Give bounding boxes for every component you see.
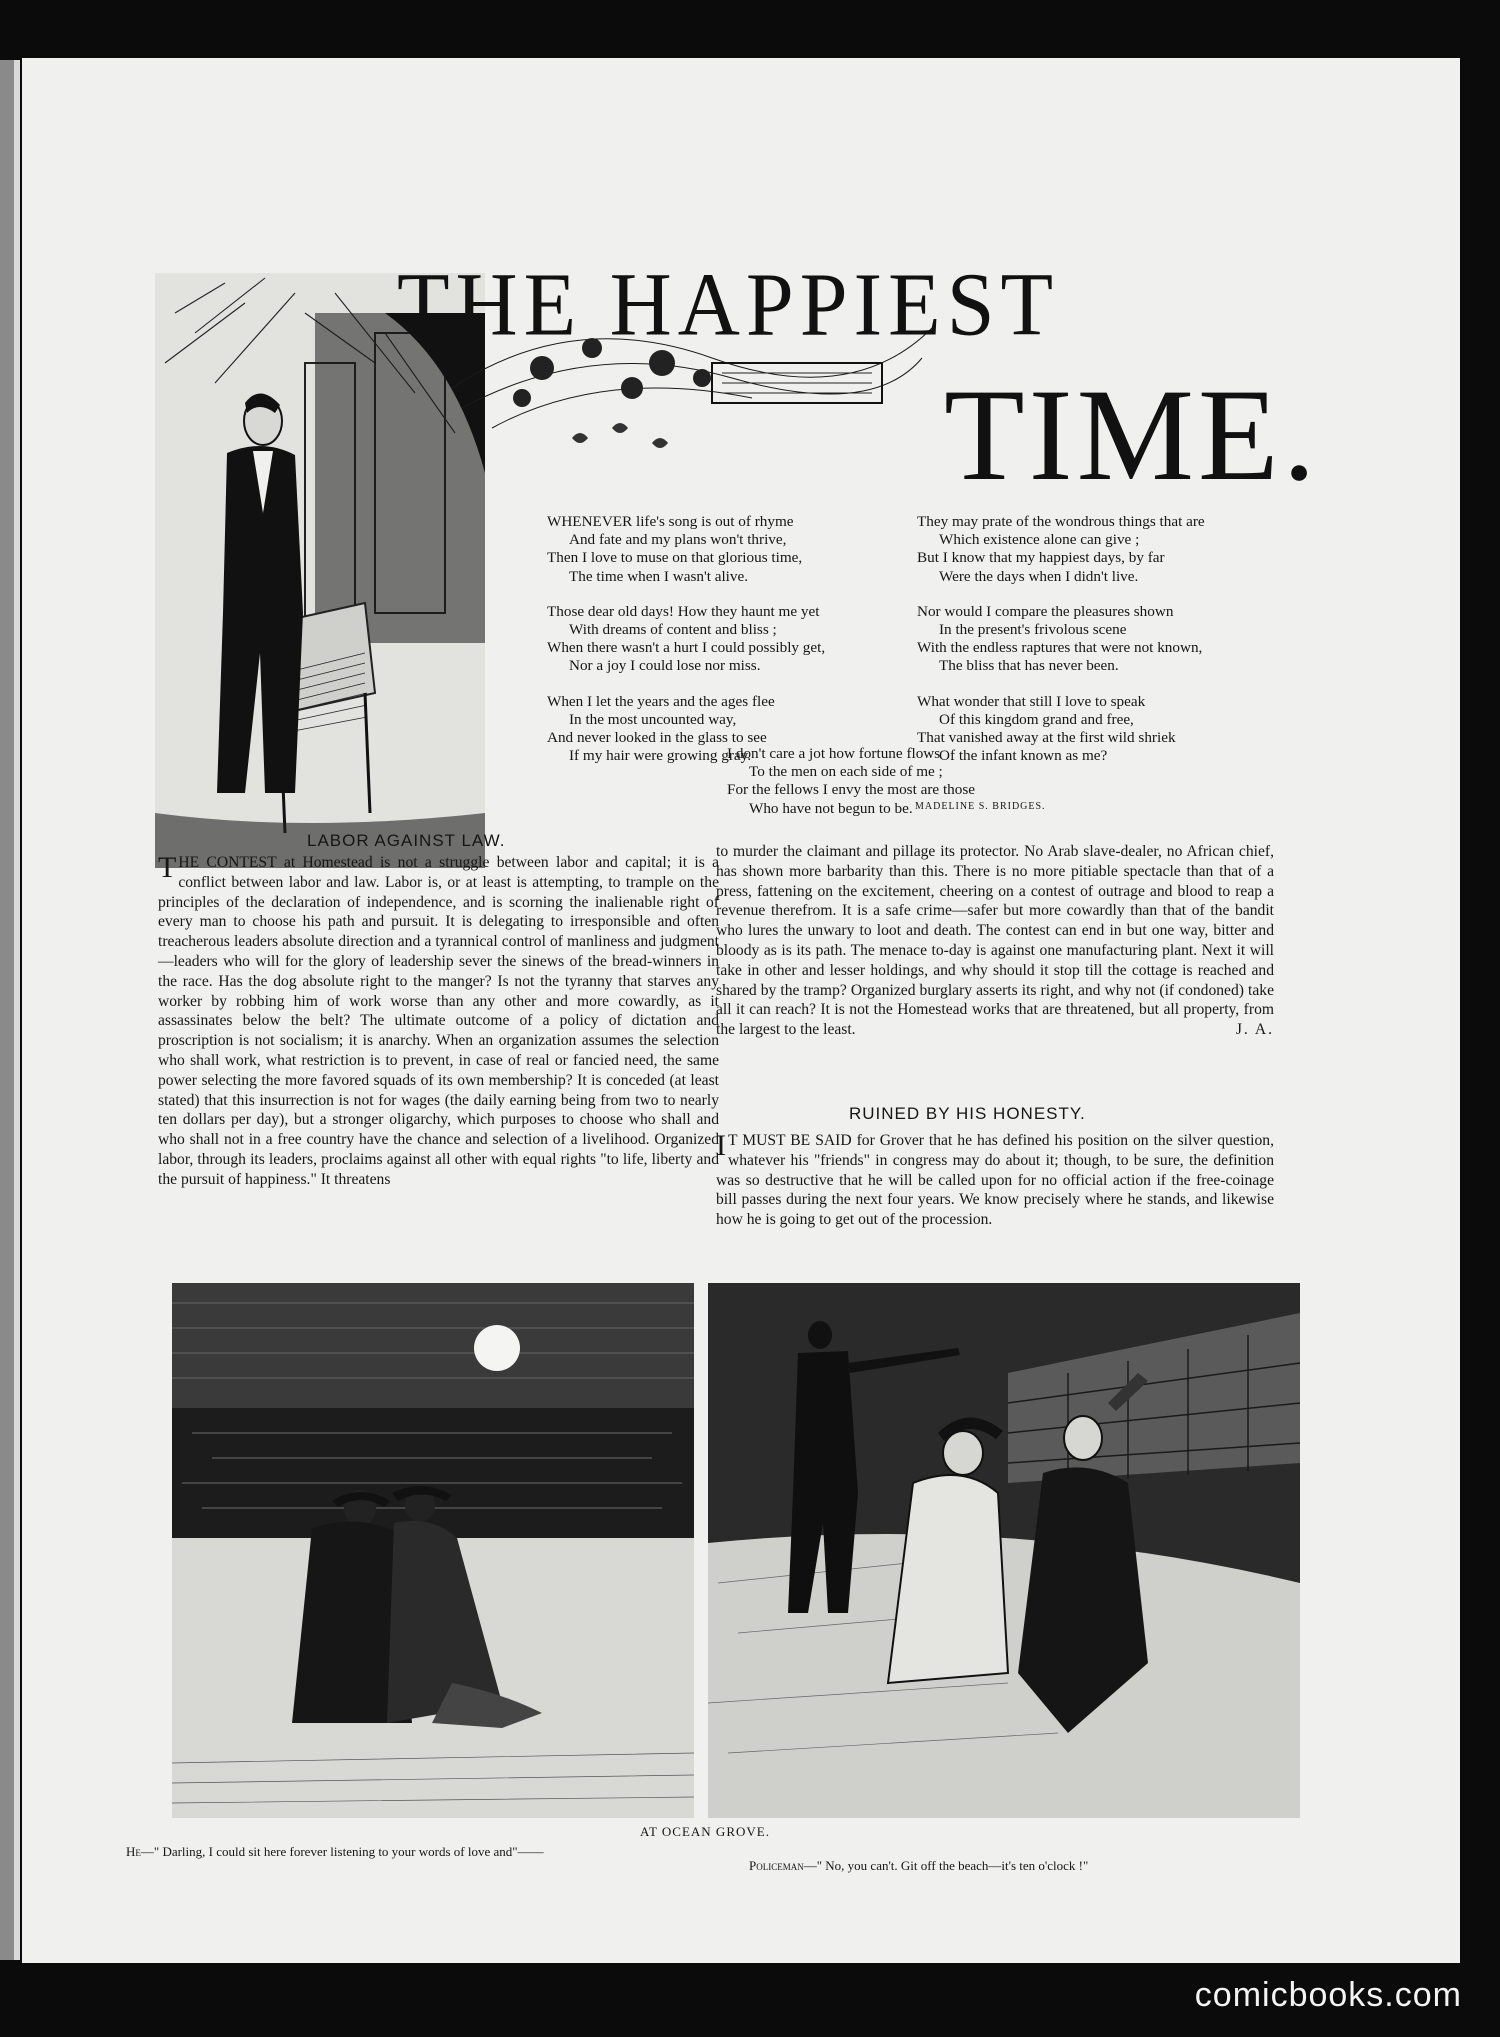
left-quote: —" Darling, I could sit here forever listening to your words of love and"—— xyxy=(140,1844,544,1859)
poem-line: If my hair were growing gray. xyxy=(569,747,752,765)
labor-body: at Homestead is not a struggle between labor and capital; it is a conflict between labor and law. Labor is, or at least is attempting, to trample on the principles of the declaration of independence, and is scorning the inalienable right of every man to choose his path and pursuit. It is delegating to irresponsible and often treacherous leaders absolute direction and a tyrannical control of manliness and judgment—leaders who will for the glory of leadership sever the sinews of the bread-winners in the race. Has the dog absolute right to the manger? Is not the tyranny that starves any worker by robbing him of work worse than any other and more cowardly, as it assassinates below the belt? The ultimate outcome of a policy of dictation and proscription is not socialism; it is anarchy. When an organization assumes the selection who shall work, what restriction is to prevent, in case of real or fancied need, the same power selecting the more favored squads of its own membership? It is conceded (at least stated) that this insurrection is not for wages (the daily earning being from two to nearly ten dollars per day), but a stronger oligarchy, which purposes to choose who shall and who shall not in a free country have the chance and selection of a livelihood. Organized labor, through its leaders, proclaims against all other with equal rights "to life, liberty and the pursuit of happiness." It threatens xyxy=(158,854,720,1188)
ruined-heading: RUINED BY HIS HONESTY. xyxy=(849,1104,1086,1123)
poem-line: Of this kingdom grand and free, xyxy=(939,710,1134,728)
header-illustration xyxy=(155,273,485,868)
labor-lead: HE CONTEST xyxy=(178,854,277,871)
poem-line: I don't care a jot how fortune flows xyxy=(727,745,941,762)
cartoon-left-panel xyxy=(172,1283,694,1818)
labor-dropcap: T xyxy=(158,851,177,884)
right-speaker: Policeman xyxy=(749,1858,804,1873)
poem-line: The time when I wasn't alive. xyxy=(569,567,749,585)
poem-line: For the fellows I envy the most are those xyxy=(727,781,976,799)
poem-stanza xyxy=(547,513,872,586)
poem-line: And fate and my plans won't thrive, xyxy=(569,531,787,549)
poem-author: MADELINE S. BRIDGES. xyxy=(915,801,1046,812)
poem-line: When I let the years and the ages flee xyxy=(547,692,775,710)
ruined-lead: T MUST BE SAID xyxy=(728,1132,852,1149)
title-line-1: THE HAPPIEST xyxy=(397,253,1060,355)
labor-article-column-1 xyxy=(158,853,719,1353)
poem-line: They may prate of the wondrous things that are xyxy=(917,513,1205,530)
poem-left-column xyxy=(547,513,872,782)
title-line-2: TIME. xyxy=(944,361,1320,508)
ruined-body: for Grover that he has defined his position on the silver question, whatever his "friends" in congress may do about it; though, to be sure, the definition was so destructive that he will be called upon for no official action if the free-coinage bill passes during the next four years. We know precisely where he stands, and likewise how he is going to get out of the procession. xyxy=(716,1132,1274,1229)
watermark: comicbooks.com xyxy=(1194,1976,1462,2014)
poem-line: Were the days when I didn't live. xyxy=(939,567,1139,585)
poem-line: WHENEVER life's song is out of rhyme xyxy=(547,513,794,530)
poem-line: Which existence alone can give ; xyxy=(939,531,1140,549)
poem-line: Who have not begun to be. xyxy=(749,799,913,817)
poem-line: With dreams of content and bliss ; xyxy=(569,621,777,639)
scan-left-edge-inner xyxy=(14,60,20,1960)
scan-left-edge xyxy=(0,60,14,1960)
right-quote: —" No, you can't. Git off the beach—it's ten o'clock !" xyxy=(803,1858,1089,1873)
labor-heading: LABOR AGAINST LAW. xyxy=(307,831,506,850)
poem-line: Nor a joy I could lose nor miss. xyxy=(569,657,761,675)
poem-line: In the most uncounted way, xyxy=(569,710,737,728)
ruined-article xyxy=(716,1131,1274,1251)
cartoon-right-caption xyxy=(749,1858,1309,1874)
poem-stanza xyxy=(917,603,1257,676)
cartoon-title: AT OCEAN GROVE. xyxy=(640,1824,770,1839)
poem-line: With the endless raptures that were not known, xyxy=(917,639,1203,657)
poem-line: Those dear old days! How they haunt me yet xyxy=(547,602,820,620)
ruined-dropcap: I xyxy=(716,1129,726,1162)
labor-article-column-2 xyxy=(716,842,1274,1039)
poem-line: But I know that my happiest days, by far xyxy=(917,549,1165,567)
poem-right-column xyxy=(917,513,1257,782)
poem-line: And never looked in the glass to see xyxy=(547,729,767,747)
poem-line: The bliss that has never been. xyxy=(939,657,1119,675)
poem-line: In the present's frivolous scene xyxy=(939,621,1127,639)
poem-line: Nor would I compare the pleasures shown xyxy=(917,602,1174,620)
poem-line: That vanished away at the first wild shriek xyxy=(917,729,1176,747)
poem-line: When there wasn't a hurt I could possibly get, xyxy=(547,639,826,657)
poem-line: What wonder that still I love to speak xyxy=(917,692,1146,710)
poem-line: To the men on each side of me ; xyxy=(749,763,943,781)
left-speaker: He xyxy=(126,1844,141,1859)
magazine-page xyxy=(22,58,1460,1963)
poem-line: Then I love to muse on that glorious time, xyxy=(547,549,803,567)
poem-stanza xyxy=(917,513,1257,586)
poem-line: Of the infant known as me? xyxy=(939,747,1108,765)
cartoon-left-caption xyxy=(126,1844,686,1860)
labor-continued: to murder the claimant and pillage its protector. No Arab slave-dealer, no African chief, has shown more barbarity than this. There is no more pitiable spectacle than that of a press, fattening on the excitement, cheering on a contest of outrage and blood to reap a revenue therefrom. It is a safe crime—safer but more cowardly than that of the bandit who lures the unwary to loot and death. The contest can end in but one way, bitter and bloody as is its path. The menace to-day is against one manufacturing plant. Next it will take in other and lesser holdings, and why should it stop till the cottage is reached and shared by the tramp? Organized burglary asserts its right, and why not (if condoned) take all it can reach? It is not the Homestead works that are threatened, but all property, from the largest to the least. xyxy=(716,843,1274,1039)
cartoon-right-panel xyxy=(708,1283,1300,1818)
labor-signoff: J. A. xyxy=(1235,1021,1274,1039)
poem-stanza xyxy=(547,603,872,676)
